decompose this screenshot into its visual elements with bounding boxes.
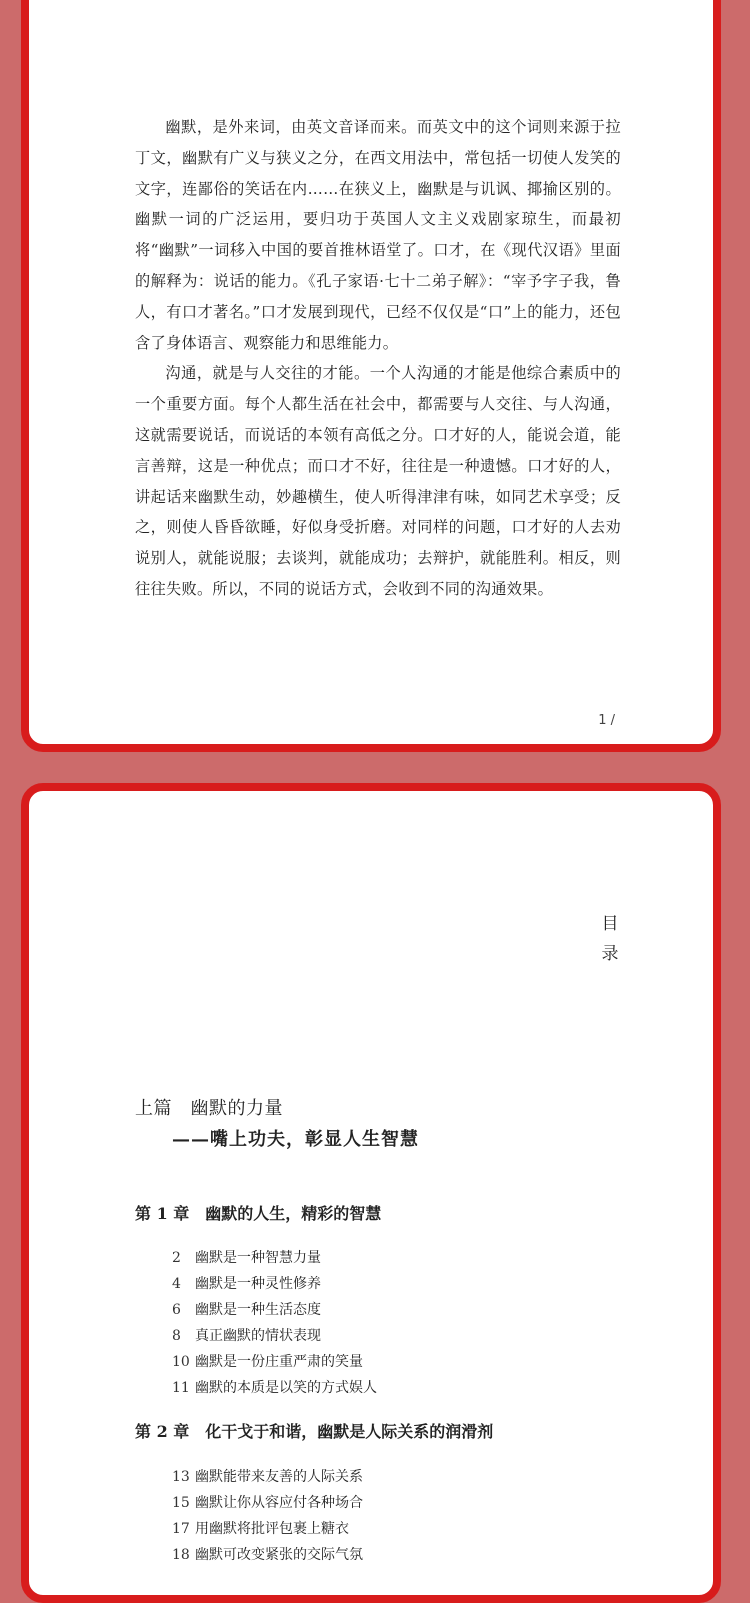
toc-entry[interactable] (172, 1464, 363, 1490)
toc-page-number: 4 (172, 1276, 181, 1292)
paragraph-2: 沟通，就是与人交往的才能。一个人沟通的才能是他综合素质中的一个重要方面。每个人都生活在社会中，都需要与人交往、与人沟通，这就需要说话，而说话的本领有高低之分。口才好的人，能说会道，能言善辩，这是一种优点；而口才不好，往往是一种遗憾。口才好的人，讲起话来幽默生动，妙趣横生，使人听得津津有味，如同艺术享受；反之，则使人昏昏欲睡，好似身受折磨。对同样的问题，口才好的人去劝说别人，就能说服；去谈判，就能成功；去辩护，就能胜利。相反，则往往失败。所以，不同的说话方式，会收到不同的沟通效果。 (135, 364, 621, 598)
chapter-2-toc-list (172, 1464, 363, 1568)
toc-page-number: 15 (172, 1495, 190, 1511)
toc-entry[interactable] (172, 1245, 377, 1271)
part-title: 上篇 幽默的力量 (135, 1098, 283, 1119)
toc-entry[interactable] (172, 1271, 377, 1297)
paragraph-1: 幽默，是外来词，由英文音译而来。而英文中的这个词则来源于拉丁文，幽默有广义与狭义之分，在西文用法中，常包括一切使人发笑的文字，连鄙俗的笑话在内……在狭义上，幽默是与讥讽、揶揄区别的。幽默一词的广泛运用，要归功于英国人文主义戏剧家琼生，而最初将“幽默”一词移入中国的要首推林语堂了。口才，在《现代汉语》里面的解释为：说话的能力。《孔子家语·七十二弟子解》：“宰予字子我，鲁人，有口才著名。”口才发展到现代，已经不仅仅是“口”上的能力，还包含了身体语言、观察能力和思维能力。 (135, 118, 621, 352)
toc-entry-title: 真正幽默的情状表现 (195, 1328, 321, 1344)
part-subtitle: ——嘴上功夫，彰显人生智慧 (172, 1129, 419, 1150)
toc-entry-title: 用幽默将批评包裹上糖衣 (195, 1521, 349, 1537)
toc-page-number: 10 (172, 1354, 190, 1370)
toc-page-number: 6 (172, 1302, 181, 1318)
book-page-2 (21, 783, 721, 1603)
chapter-1-title: 第 1 章 幽默的人生，精彩的智慧 (135, 1204, 382, 1223)
toc-entry-title: 幽默是一种智慧力量 (195, 1250, 321, 1266)
toc-page-number: 17 (172, 1521, 190, 1537)
toc-page-number: 18 (172, 1547, 190, 1563)
toc-entry[interactable] (172, 1375, 377, 1401)
toc-page-number: 13 (172, 1469, 190, 1485)
toc-entry-title: 幽默的本质是以笑的方式娱人 (195, 1380, 377, 1396)
toc-entry[interactable] (172, 1323, 377, 1349)
toc-entry-title: 幽默是一种生活态度 (195, 1302, 321, 1318)
toc-entry[interactable] (172, 1349, 377, 1375)
toc-heading: 目录 (601, 914, 619, 964)
toc-entry-title: 幽默是一种灵性修养 (195, 1276, 321, 1292)
chapter-1-toc-list (172, 1245, 377, 1401)
toc-page-number: 11 (172, 1380, 190, 1396)
toc-entry-title: 幽默是一份庄重严肃的笑量 (195, 1354, 363, 1370)
toc-page-number: 8 (172, 1328, 181, 1344)
toc-entry-title: 幽默让你从容应付各种场合 (195, 1495, 363, 1511)
chapter-2-title: 第 2 章 化干戈于和谐，幽默是人际关系的润滑剂 (135, 1422, 494, 1441)
page-number: 1 / (598, 713, 615, 728)
toc-entry[interactable] (172, 1490, 363, 1516)
toc-entry[interactable] (172, 1516, 363, 1542)
toc-page-number: 2 (172, 1250, 181, 1266)
book-page-1 (21, 0, 721, 752)
page-body-text (135, 112, 621, 605)
toc-entry-title: 幽默能带来友善的人际关系 (195, 1469, 363, 1485)
toc-entry[interactable] (172, 1297, 377, 1323)
toc-entry-title: 幽默可改变紧张的交际气氛 (195, 1547, 363, 1563)
